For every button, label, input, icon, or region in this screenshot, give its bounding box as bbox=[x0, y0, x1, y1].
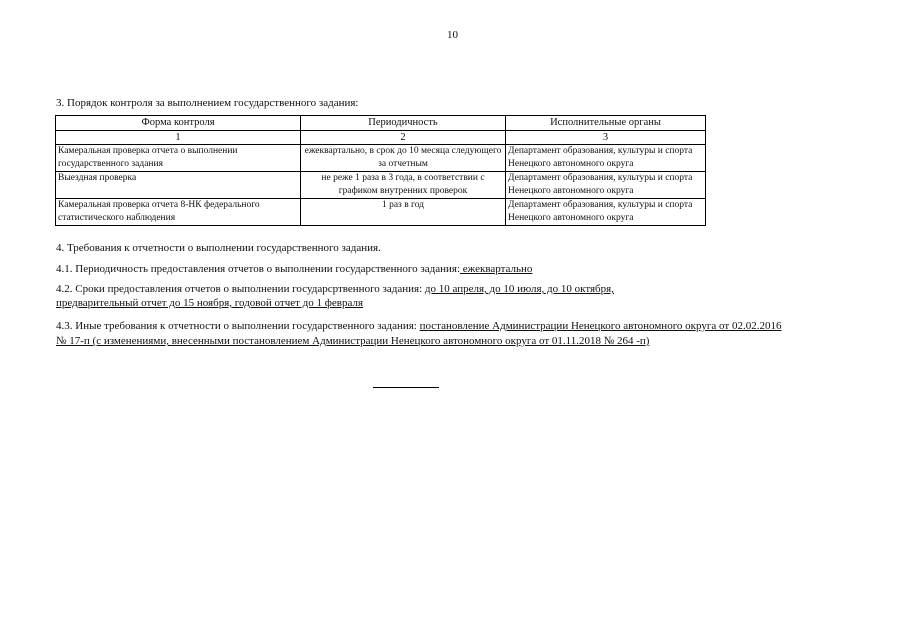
table-cell: Выездная проверка bbox=[56, 172, 301, 199]
table-cell: 1 раз в год bbox=[301, 199, 506, 226]
paragraph-4-1-label: 4.1. Периодичность предоставления отчетов о выполнении государственного задания: bbox=[56, 263, 461, 275]
section-3-title: 3. Порядок контроля за выполнением государственного задания: bbox=[56, 97, 359, 109]
closing-rule bbox=[373, 387, 439, 388]
header-control-form: Форма контроля bbox=[56, 116, 301, 131]
table-cell: Камеральная проверка отчета 8-НК федерального статистического наблюдения bbox=[56, 199, 301, 226]
paragraph-4-2-value-continued: предварительный отчет до 15 ноября, годовой отчет до 1 февраля bbox=[56, 297, 364, 309]
paragraph-4-2-value: до 10 апреля, до 10 июля, до 10 октября, bbox=[424, 283, 614, 295]
paragraph-4-2 bbox=[56, 282, 614, 296]
header-executive-bodies: Исполнительные органы bbox=[506, 116, 706, 131]
table-cell: Департамент образования, культуры и спорта Ненецкого автономного округа bbox=[506, 199, 706, 226]
table-cell: Департамент образования, культуры и спорта Ненецкого автономного округа bbox=[506, 172, 706, 199]
paragraph-4-3-value: постановление Администрации Ненецкого автономного округа от 02.02.2016 bbox=[419, 320, 782, 332]
header-periodicity: Периодичность bbox=[301, 116, 506, 131]
table-cell: Департамент образования, культуры и спорта Ненецкого автономного округа bbox=[506, 145, 706, 172]
table-cell: Камеральная проверка отчета о выполнении государственного задания bbox=[56, 145, 301, 172]
column-number-1: 1 bbox=[56, 131, 301, 145]
page-number: 10 bbox=[447, 29, 458, 41]
table-row bbox=[56, 145, 706, 172]
column-number-2: 2 bbox=[301, 131, 506, 145]
control-table bbox=[55, 115, 706, 226]
paragraph-4-3-label: 4.3. Иные требования к отчетности о выполнении государственного задания: bbox=[56, 320, 417, 332]
table-cell: ежеквартально, в срок до 10 месяца следующего за отчетным bbox=[301, 145, 506, 172]
paragraph-4-3 bbox=[56, 319, 781, 333]
table-row bbox=[56, 199, 706, 226]
table-row bbox=[56, 172, 706, 199]
section-4-title: 4. Требования к отчетности о выполнении государственного задания. bbox=[56, 242, 381, 254]
column-number-3: 3 bbox=[506, 131, 706, 145]
paragraph-4-3-value-continued: № 17-п (с изменениями, внесенными постановлением Администрации Ненецкого автономного округа от 01.11.2018 № 264 -п) bbox=[56, 335, 650, 347]
paragraph-4-1-value: ежеквартально bbox=[460, 263, 533, 275]
paragraph-4-2-label: 4.2. Сроки предоставления отчетов о выполнении государсртвенного задания: bbox=[56, 283, 423, 295]
table-cell: не реже 1 раза в 3 года, в соответствии с графиком внутренних проверок bbox=[301, 172, 506, 199]
paragraph-4-1 bbox=[56, 262, 532, 276]
